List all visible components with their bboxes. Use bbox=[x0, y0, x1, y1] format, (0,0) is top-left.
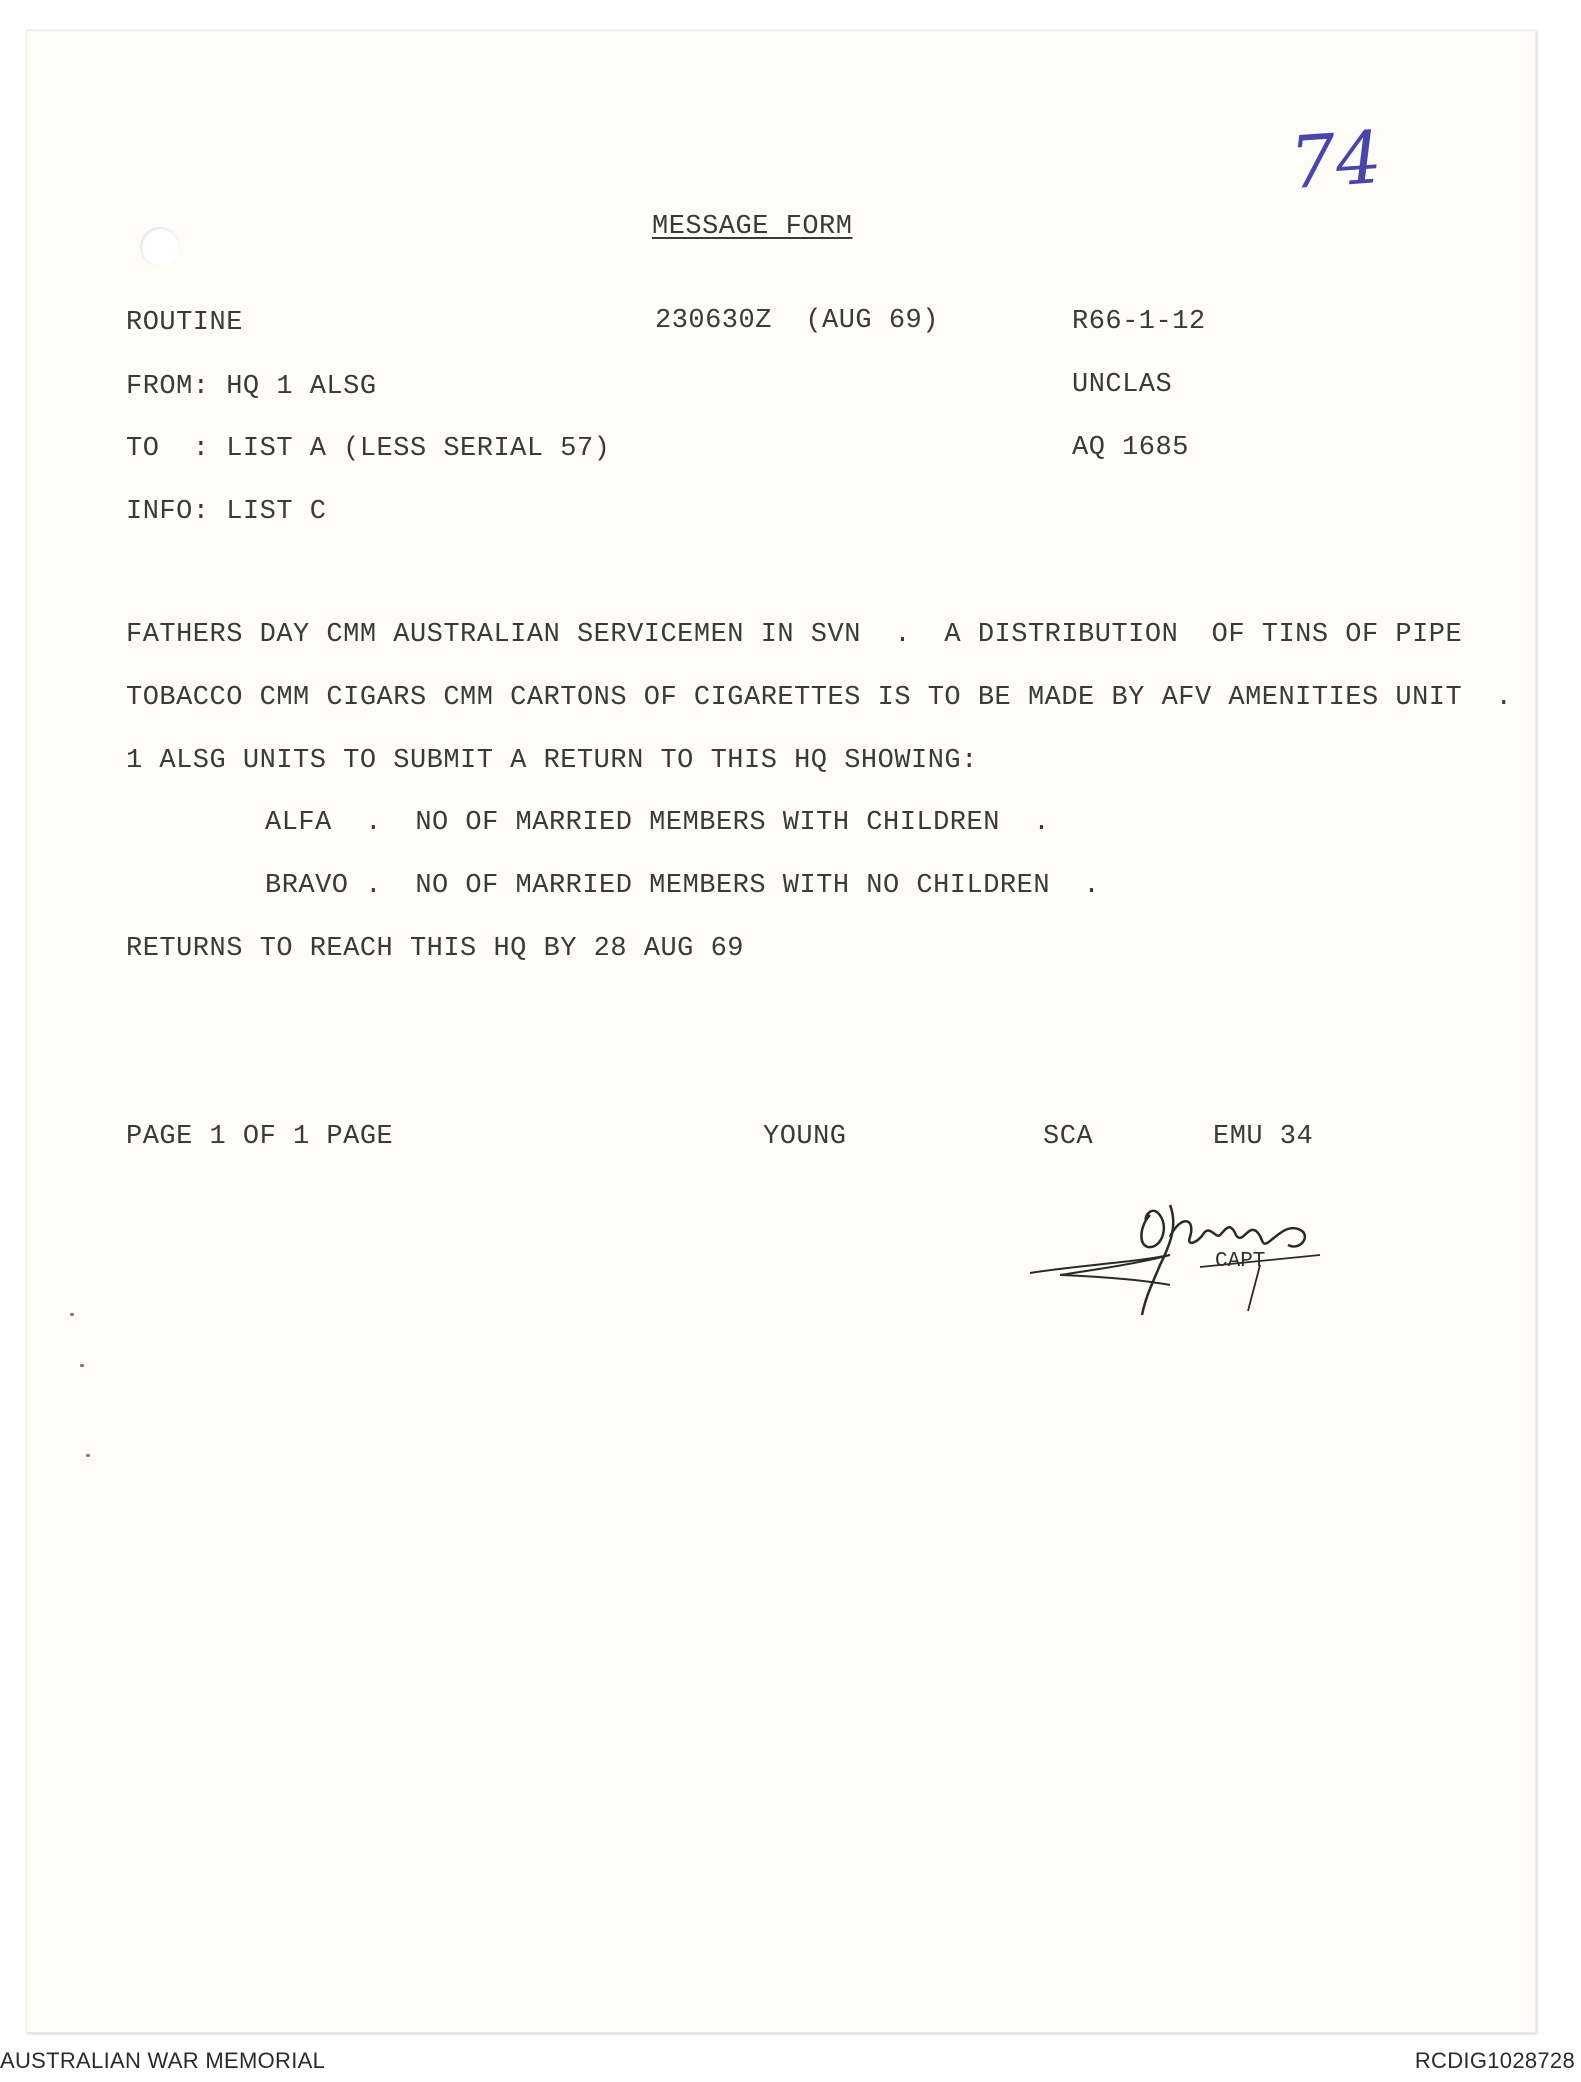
paper-speck bbox=[70, 1313, 74, 1316]
body-line-3: 1 ALSG UNITS TO SUBMIT A RETURN TO THIS HQ SHOWING: bbox=[126, 746, 978, 776]
paper-speck bbox=[80, 1364, 84, 1367]
from-line: FROM: HQ 1 ALSG bbox=[126, 372, 377, 402]
precedence: ROUTINE bbox=[126, 308, 243, 338]
originator-reference: AQ 1685 bbox=[1072, 433, 1189, 463]
file-reference: R66-1-12 bbox=[1072, 307, 1206, 337]
page-count: PAGE 1 OF 1 PAGE bbox=[126, 1122, 394, 1152]
body-line-1: FATHERS DAY CMM AUSTRALIAN SERVICEMEN IN SVN . A DISTRIBUTION OF TINS OF PIPE bbox=[126, 620, 1463, 650]
item-bravo: BRAVO . NO OF MARRIED MEMBERS WITH NO CHILDREN . bbox=[265, 871, 1101, 901]
info-line: INFO: LIST C bbox=[126, 497, 327, 527]
paper-speck bbox=[86, 1454, 90, 1457]
handwritten-signature bbox=[1020, 1185, 1340, 1325]
return-deadline: RETURNS TO REACH THIS HQ BY 28 AUG 69 bbox=[126, 934, 744, 964]
to-line: TO : LIST A (LESS SERIAL 57) bbox=[126, 434, 611, 464]
archive-name: AUSTRALIAN WAR MEMORIAL bbox=[0, 2048, 326, 2073]
body-line-2: TOBACCO CMM CIGARS CMM CARTONS OF CIGARETTES IS TO BE MADE BY AFV AMENITIES UNIT . bbox=[126, 683, 1513, 713]
form-title: MESSAGE FORM bbox=[652, 212, 853, 242]
originator-name: YOUNG bbox=[763, 1122, 847, 1152]
folio-number: 74 bbox=[1287, 114, 1385, 206]
telephone-extension: EMU 34 bbox=[1213, 1122, 1314, 1152]
originator-appointment: SCA bbox=[1043, 1122, 1094, 1152]
date-time-group: 230630Z (AUG 69) bbox=[655, 306, 939, 336]
signature-rank: CAPT bbox=[1215, 1250, 1266, 1273]
item-alfa: ALFA . NO OF MARRIED MEMBERS WITH CHILDREN . bbox=[265, 808, 1051, 838]
punch-hole bbox=[140, 227, 180, 267]
archive-reference: RCDIG1028728 bbox=[1414, 2048, 1575, 2073]
classification: UNCLAS bbox=[1072, 370, 1173, 400]
